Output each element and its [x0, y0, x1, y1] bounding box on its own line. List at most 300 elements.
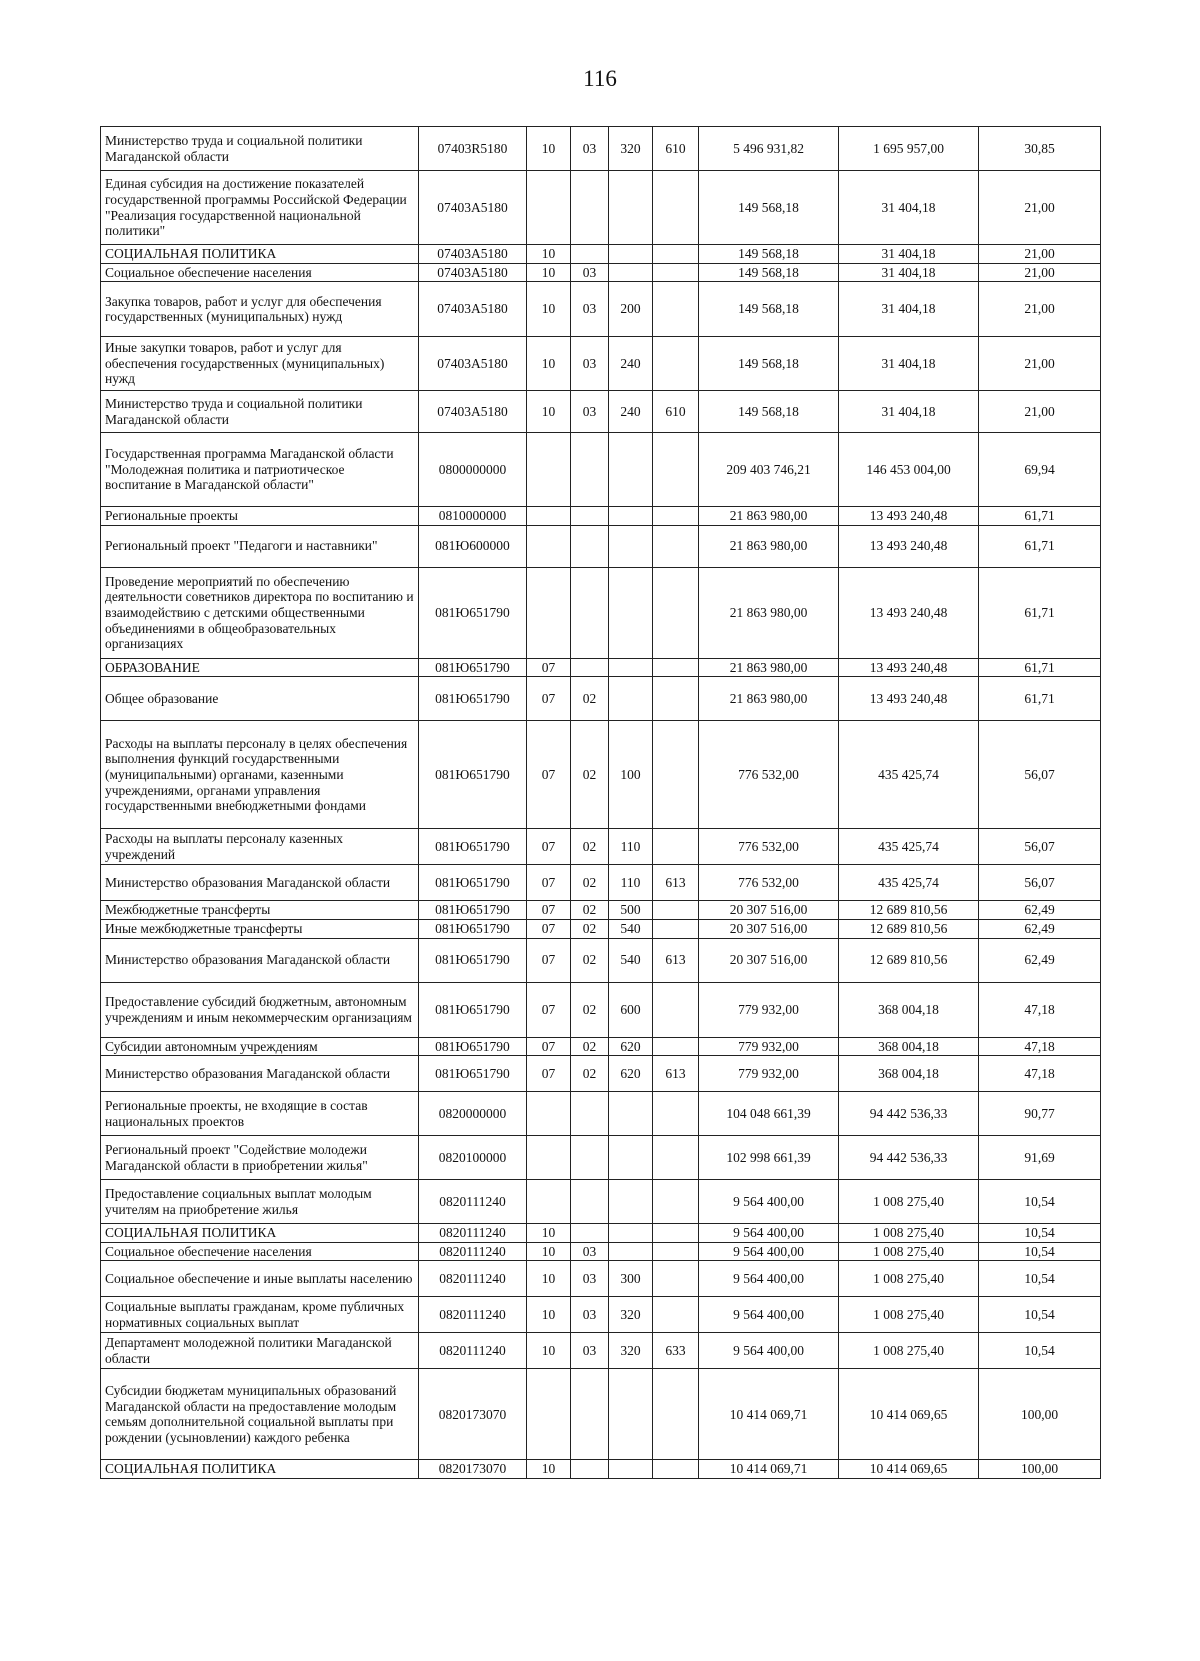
section-cell: 10 — [527, 263, 571, 282]
row-name-cell: Предоставление субсидий бюджетным, автономным учреждениям и иным некоммерческим организациям — [101, 982, 419, 1037]
target-article-cell: 0810000000 — [419, 507, 527, 526]
row-name-cell: Закупка товаров, работ и услуг для обеспечения государственных (муниципальных) нужд — [101, 282, 419, 337]
expense-type-cell: 620 — [609, 1056, 653, 1092]
executed-amount-cell: 1 008 275,40 — [839, 1180, 979, 1224]
section-cell: 10 — [527, 337, 571, 391]
main-manager-cell — [653, 1136, 699, 1180]
subsection-cell: 02 — [571, 901, 609, 920]
execution-percent-cell: 47,18 — [979, 1056, 1101, 1092]
execution-percent-cell: 100,00 — [979, 1460, 1101, 1479]
target-article-cell: 0820111240 — [419, 1242, 527, 1261]
expense-type-cell — [609, 1136, 653, 1180]
table-row — [101, 1369, 1101, 1460]
execution-percent-cell: 62,49 — [979, 938, 1101, 982]
target-article-cell: 081Ю651790 — [419, 829, 527, 865]
target-article-cell: 07403А5180 — [419, 171, 527, 245]
subsection-cell: 02 — [571, 721, 609, 829]
row-name-cell: Предоставление социальных выплат молодым учителям на приобретение жилья — [101, 1180, 419, 1224]
planned-amount-cell: 149 568,18 — [699, 245, 839, 264]
table-row — [101, 1333, 1101, 1369]
row-name-cell: СОЦИАЛЬНАЯ ПОЛИТИКА — [101, 1224, 419, 1243]
executed-amount-cell: 13 493 240,48 — [839, 658, 979, 677]
expense-type-cell — [609, 1092, 653, 1136]
row-name-cell: Субсидии бюджетам муниципальных образований Магаданской области на предоставление молодым семьям дополнительной социальной выплаты при рождении (усыновлении) каждого ребенка — [101, 1369, 419, 1460]
row-name-cell: Государственная программа Магаданской области "Молодежная политика и патриотическое воспитание в Магаданской области" — [101, 433, 419, 507]
subsection-cell: 03 — [571, 337, 609, 391]
target-article-cell: 0800000000 — [419, 433, 527, 507]
executed-amount-cell: 1 695 957,00 — [839, 127, 979, 171]
table-row — [101, 245, 1101, 264]
planned-amount-cell: 9 564 400,00 — [699, 1261, 839, 1297]
table-row — [101, 171, 1101, 245]
target-article-cell: 081Ю651790 — [419, 658, 527, 677]
row-name-cell: Социальное обеспечение населения — [101, 263, 419, 282]
row-name-cell: ОБРАЗОВАНИЕ — [101, 658, 419, 677]
execution-percent-cell: 56,07 — [979, 721, 1101, 829]
planned-amount-cell: 149 568,18 — [699, 263, 839, 282]
execution-percent-cell: 62,49 — [979, 901, 1101, 920]
planned-amount-cell: 21 863 980,00 — [699, 525, 839, 567]
planned-amount-cell: 102 998 661,39 — [699, 1136, 839, 1180]
section-cell: 07 — [527, 721, 571, 829]
table-row — [101, 127, 1101, 171]
main-manager-cell — [653, 1224, 699, 1243]
subsection-cell: 03 — [571, 282, 609, 337]
executed-amount-cell: 435 425,74 — [839, 721, 979, 829]
expense-type-cell: 240 — [609, 337, 653, 391]
target-article-cell: 07403R5180 — [419, 127, 527, 171]
target-article-cell: 0820111240 — [419, 1297, 527, 1333]
section-cell — [527, 525, 571, 567]
planned-amount-cell: 21 863 980,00 — [699, 567, 839, 658]
planned-amount-cell: 149 568,18 — [699, 337, 839, 391]
row-name-cell: Расходы на выплаты персоналу казенных учреждений — [101, 829, 419, 865]
executed-amount-cell: 31 404,18 — [839, 171, 979, 245]
target-article-cell: 081Ю651790 — [419, 677, 527, 721]
section-cell: 07 — [527, 1056, 571, 1092]
subsection-cell — [571, 245, 609, 264]
target-article-cell: 07403А5180 — [419, 263, 527, 282]
table-row — [101, 1092, 1101, 1136]
section-cell: 10 — [527, 245, 571, 264]
expense-type-cell: 110 — [609, 829, 653, 865]
table-row — [101, 721, 1101, 829]
section-cell: 10 — [527, 391, 571, 433]
target-article-cell: 07403А5180 — [419, 282, 527, 337]
subsection-cell: 02 — [571, 938, 609, 982]
main-manager-cell: 613 — [653, 938, 699, 982]
planned-amount-cell: 9 564 400,00 — [699, 1224, 839, 1243]
executed-amount-cell: 31 404,18 — [839, 337, 979, 391]
table-row — [101, 1180, 1101, 1224]
section-cell: 10 — [527, 1297, 571, 1333]
subsection-cell: 02 — [571, 1037, 609, 1056]
execution-percent-cell: 47,18 — [979, 1037, 1101, 1056]
executed-amount-cell: 13 493 240,48 — [839, 525, 979, 567]
section-cell — [527, 1369, 571, 1460]
section-cell — [527, 1136, 571, 1180]
executed-amount-cell: 13 493 240,48 — [839, 567, 979, 658]
table-body — [101, 127, 1101, 1479]
subsection-cell: 03 — [571, 1242, 609, 1261]
executed-amount-cell: 435 425,74 — [839, 865, 979, 901]
subsection-cell — [571, 507, 609, 526]
planned-amount-cell: 10 414 069,71 — [699, 1369, 839, 1460]
planned-amount-cell: 776 532,00 — [699, 865, 839, 901]
expense-type-cell — [609, 1180, 653, 1224]
planned-amount-cell: 776 532,00 — [699, 829, 839, 865]
subsection-cell: 02 — [571, 865, 609, 901]
executed-amount-cell: 1 008 275,40 — [839, 1224, 979, 1243]
main-manager-cell — [653, 677, 699, 721]
execution-percent-cell: 10,54 — [979, 1261, 1101, 1297]
subsection-cell: 03 — [571, 391, 609, 433]
table-row — [101, 1056, 1101, 1092]
main-manager-cell — [653, 282, 699, 337]
target-article-cell: 081Ю651790 — [419, 938, 527, 982]
section-cell — [527, 1180, 571, 1224]
execution-percent-cell: 10,54 — [979, 1297, 1101, 1333]
section-cell: 07 — [527, 658, 571, 677]
planned-amount-cell: 149 568,18 — [699, 391, 839, 433]
execution-percent-cell: 21,00 — [979, 282, 1101, 337]
main-manager-cell — [653, 507, 699, 526]
executed-amount-cell: 1 008 275,40 — [839, 1261, 979, 1297]
section-cell — [527, 433, 571, 507]
execution-percent-cell: 61,71 — [979, 507, 1101, 526]
section-cell: 07 — [527, 1037, 571, 1056]
row-name-cell: Социальное обеспечение населения — [101, 1242, 419, 1261]
execution-percent-cell: 21,00 — [979, 263, 1101, 282]
planned-amount-cell: 21 863 980,00 — [699, 507, 839, 526]
executed-amount-cell: 368 004,18 — [839, 1056, 979, 1092]
target-article-cell: 0820111240 — [419, 1224, 527, 1243]
subsection-cell: 03 — [571, 1297, 609, 1333]
target-article-cell: 081Ю651790 — [419, 919, 527, 938]
executed-amount-cell: 31 404,18 — [839, 263, 979, 282]
target-article-cell: 0820173070 — [419, 1460, 527, 1479]
section-cell: 07 — [527, 677, 571, 721]
target-article-cell: 081Ю651790 — [419, 1056, 527, 1092]
target-article-cell: 07403А5180 — [419, 391, 527, 433]
table-row — [101, 263, 1101, 282]
executed-amount-cell: 368 004,18 — [839, 1037, 979, 1056]
table-row — [101, 919, 1101, 938]
execution-percent-cell: 61,71 — [979, 567, 1101, 658]
main-manager-cell — [653, 171, 699, 245]
main-manager-cell — [653, 658, 699, 677]
main-manager-cell — [653, 1297, 699, 1333]
table-row — [101, 829, 1101, 865]
page-number: 116 — [583, 66, 617, 91]
planned-amount-cell: 21 863 980,00 — [699, 658, 839, 677]
execution-percent-cell: 10,54 — [979, 1333, 1101, 1369]
target-article-cell: 07403А5180 — [419, 245, 527, 264]
row-name-cell: Расходы на выплаты персоналу в целях обеспечения выполнения функций государственными (муниципальными) органами, казенными учреждениями, органами управления государственными внебюджетными фондами — [101, 721, 419, 829]
table-row — [101, 658, 1101, 677]
subsection-cell: 02 — [571, 829, 609, 865]
table-row — [101, 567, 1101, 658]
execution-percent-cell: 10,54 — [979, 1242, 1101, 1261]
target-article-cell: 0820100000 — [419, 1136, 527, 1180]
row-name-cell: Единая субсидия на достижение показателей государственной программы Российской Федерации "Реализация государственной национальной политики" — [101, 171, 419, 245]
planned-amount-cell: 9 564 400,00 — [699, 1180, 839, 1224]
planned-amount-cell: 9 564 400,00 — [699, 1297, 839, 1333]
section-cell: 07 — [527, 919, 571, 938]
expense-type-cell: 540 — [609, 919, 653, 938]
executed-amount-cell: 94 442 536,33 — [839, 1092, 979, 1136]
table-row — [101, 507, 1101, 526]
row-name-cell: Региональные проекты — [101, 507, 419, 526]
subsection-cell: 02 — [571, 677, 609, 721]
table-row — [101, 282, 1101, 337]
expense-type-cell — [609, 567, 653, 658]
execution-percent-cell: 10,54 — [979, 1224, 1101, 1243]
row-name-cell: Министерство труда и социальной политики Магаданской области — [101, 127, 419, 171]
row-name-cell: Региональный проект "Педагоги и наставники" — [101, 525, 419, 567]
expense-type-cell: 110 — [609, 865, 653, 901]
expense-type-cell — [609, 677, 653, 721]
executed-amount-cell: 10 414 069,65 — [839, 1369, 979, 1460]
planned-amount-cell: 9 564 400,00 — [699, 1242, 839, 1261]
expense-type-cell: 240 — [609, 391, 653, 433]
section-cell: 10 — [527, 1242, 571, 1261]
execution-percent-cell: 100,00 — [979, 1369, 1101, 1460]
executed-amount-cell: 1 008 275,40 — [839, 1242, 979, 1261]
row-name-cell: Социальное обеспечение и иные выплаты населению — [101, 1261, 419, 1297]
executed-amount-cell: 368 004,18 — [839, 982, 979, 1037]
expense-type-cell — [609, 525, 653, 567]
expense-type-cell: 100 — [609, 721, 653, 829]
expense-type-cell: 320 — [609, 127, 653, 171]
expense-type-cell: 540 — [609, 938, 653, 982]
row-name-cell: Межбюджетные трансферты — [101, 901, 419, 920]
table-row — [101, 1297, 1101, 1333]
expense-type-cell — [609, 1224, 653, 1243]
execution-percent-cell: 62,49 — [979, 919, 1101, 938]
row-name-cell: Проведение мероприятий по обеспечению деятельности советников директора по воспитанию и взаимодействию с детскими общественными объединениями в общеобразовательных организациях — [101, 567, 419, 658]
execution-percent-cell: 30,85 — [979, 127, 1101, 171]
row-name-cell: Региональные проекты, не входящие в состав национальных проектов — [101, 1092, 419, 1136]
expense-type-cell: 600 — [609, 982, 653, 1037]
section-cell: 07 — [527, 982, 571, 1037]
subsection-cell — [571, 567, 609, 658]
main-manager-cell: 613 — [653, 1056, 699, 1092]
expense-type-cell — [609, 507, 653, 526]
main-manager-cell — [653, 982, 699, 1037]
expense-type-cell — [609, 1242, 653, 1261]
executed-amount-cell: 31 404,18 — [839, 245, 979, 264]
subsection-cell: 03 — [571, 263, 609, 282]
target-article-cell: 081Ю651790 — [419, 901, 527, 920]
main-manager-cell: 610 — [653, 391, 699, 433]
main-manager-cell — [653, 245, 699, 264]
expense-type-cell: 500 — [609, 901, 653, 920]
executed-amount-cell: 10 414 069,65 — [839, 1460, 979, 1479]
row-name-cell: Министерство образования Магаданской области — [101, 938, 419, 982]
section-cell — [527, 507, 571, 526]
target-article-cell: 0820111240 — [419, 1333, 527, 1369]
target-article-cell: 081Ю651790 — [419, 567, 527, 658]
expense-type-cell — [609, 433, 653, 507]
section-cell: 10 — [527, 1460, 571, 1479]
main-manager-cell — [653, 1092, 699, 1136]
main-manager-cell — [653, 901, 699, 920]
section-cell — [527, 171, 571, 245]
executed-amount-cell: 146 453 004,00 — [839, 433, 979, 507]
executed-amount-cell: 31 404,18 — [839, 282, 979, 337]
subsection-cell — [571, 1460, 609, 1479]
table-row — [101, 1037, 1101, 1056]
table-row — [101, 901, 1101, 920]
executed-amount-cell: 1 008 275,40 — [839, 1297, 979, 1333]
executed-amount-cell: 12 689 810,56 — [839, 901, 979, 920]
execution-percent-cell: 69,94 — [979, 433, 1101, 507]
subsection-cell — [571, 1136, 609, 1180]
main-manager-cell — [653, 525, 699, 567]
section-cell: 07 — [527, 829, 571, 865]
section-cell: 10 — [527, 1261, 571, 1297]
row-name-cell: Департамент молодежной политики Магаданской области — [101, 1333, 419, 1369]
main-manager-cell — [653, 1369, 699, 1460]
planned-amount-cell: 21 863 980,00 — [699, 677, 839, 721]
executed-amount-cell: 13 493 240,48 — [839, 507, 979, 526]
table-row — [101, 677, 1101, 721]
target-article-cell: 081Ю600000 — [419, 525, 527, 567]
section-cell: 10 — [527, 282, 571, 337]
expense-type-cell: 320 — [609, 1333, 653, 1369]
main-manager-cell: 610 — [653, 127, 699, 171]
expense-type-cell — [609, 658, 653, 677]
main-manager-cell — [653, 567, 699, 658]
expense-type-cell — [609, 171, 653, 245]
row-name-cell: СОЦИАЛЬНАЯ ПОЛИТИКА — [101, 245, 419, 264]
table-row — [101, 1261, 1101, 1297]
subsection-cell: 03 — [571, 1333, 609, 1369]
target-article-cell: 0820000000 — [419, 1092, 527, 1136]
section-cell: 10 — [527, 1333, 571, 1369]
planned-amount-cell: 10 414 069,71 — [699, 1460, 839, 1479]
main-manager-cell — [653, 919, 699, 938]
execution-percent-cell: 91,69 — [979, 1136, 1101, 1180]
table-row — [101, 982, 1101, 1037]
execution-percent-cell: 61,71 — [979, 677, 1101, 721]
main-manager-cell — [653, 263, 699, 282]
table-row — [101, 1136, 1101, 1180]
row-name-cell: Иные межбюджетные трансферты — [101, 919, 419, 938]
execution-percent-cell: 47,18 — [979, 982, 1101, 1037]
target-article-cell: 081Ю651790 — [419, 982, 527, 1037]
target-article-cell: 081Ю651790 — [419, 1037, 527, 1056]
subsection-cell — [571, 433, 609, 507]
main-manager-cell — [653, 1261, 699, 1297]
subsection-cell — [571, 1369, 609, 1460]
expense-type-cell: 620 — [609, 1037, 653, 1056]
section-cell: 10 — [527, 127, 571, 171]
target-article-cell: 0820111240 — [419, 1261, 527, 1297]
table-row — [101, 865, 1101, 901]
expense-type-cell: 320 — [609, 1297, 653, 1333]
planned-amount-cell: 779 932,00 — [699, 1056, 839, 1092]
subsection-cell — [571, 658, 609, 677]
row-name-cell: Иные закупки товаров, работ и услуг для обеспечения государственных (муниципальных) нужд — [101, 337, 419, 391]
subsection-cell: 03 — [571, 127, 609, 171]
executed-amount-cell: 435 425,74 — [839, 829, 979, 865]
subsection-cell: 02 — [571, 982, 609, 1037]
row-name-cell: Субсидии автономным учреждениям — [101, 1037, 419, 1056]
budget-table — [100, 126, 1101, 1479]
section-cell: 07 — [527, 938, 571, 982]
main-manager-cell: 633 — [653, 1333, 699, 1369]
target-article-cell: 07403А5180 — [419, 337, 527, 391]
target-article-cell: 0820111240 — [419, 1180, 527, 1224]
row-name-cell: Министерство образования Магаданской области — [101, 865, 419, 901]
subsection-cell: 02 — [571, 919, 609, 938]
executed-amount-cell: 12 689 810,56 — [839, 919, 979, 938]
row-name-cell: Общее образование — [101, 677, 419, 721]
main-manager-cell — [653, 1037, 699, 1056]
main-manager-cell — [653, 721, 699, 829]
planned-amount-cell: 20 307 516,00 — [699, 938, 839, 982]
planned-amount-cell: 149 568,18 — [699, 282, 839, 337]
planned-amount-cell: 779 932,00 — [699, 1037, 839, 1056]
execution-percent-cell: 56,07 — [979, 865, 1101, 901]
execution-percent-cell: 10,54 — [979, 1180, 1101, 1224]
planned-amount-cell: 149 568,18 — [699, 171, 839, 245]
row-name-cell: Министерство образования Магаданской области — [101, 1056, 419, 1092]
section-cell — [527, 1092, 571, 1136]
section-cell: 07 — [527, 901, 571, 920]
executed-amount-cell: 13 493 240,48 — [839, 677, 979, 721]
row-name-cell: Министерство труда и социальной политики Магаданской области — [101, 391, 419, 433]
table-row — [101, 391, 1101, 433]
planned-amount-cell: 20 307 516,00 — [699, 901, 839, 920]
expense-type-cell: 200 — [609, 282, 653, 337]
table-row — [101, 525, 1101, 567]
table-row — [101, 433, 1101, 507]
planned-amount-cell: 209 403 746,21 — [699, 433, 839, 507]
planned-amount-cell: 776 532,00 — [699, 721, 839, 829]
executed-amount-cell: 94 442 536,33 — [839, 1136, 979, 1180]
execution-percent-cell: 61,71 — [979, 658, 1101, 677]
main-manager-cell — [653, 1180, 699, 1224]
expense-type-cell — [609, 263, 653, 282]
subsection-cell — [571, 1092, 609, 1136]
planned-amount-cell: 5 496 931,82 — [699, 127, 839, 171]
target-article-cell: 081Ю651790 — [419, 721, 527, 829]
execution-percent-cell: 61,71 — [979, 525, 1101, 567]
subsection-cell — [571, 1224, 609, 1243]
row-name-cell: СОЦИАЛЬНАЯ ПОЛИТИКА — [101, 1460, 419, 1479]
main-manager-cell — [653, 1460, 699, 1479]
row-name-cell: Региональный проект "Содействие молодежи Магаданской области в приобретении жилья" — [101, 1136, 419, 1180]
expense-type-cell — [609, 1369, 653, 1460]
section-cell: 07 — [527, 865, 571, 901]
executed-amount-cell: 31 404,18 — [839, 391, 979, 433]
table-row — [101, 1242, 1101, 1261]
execution-percent-cell: 56,07 — [979, 829, 1101, 865]
planned-amount-cell: 779 932,00 — [699, 982, 839, 1037]
main-manager-cell: 613 — [653, 865, 699, 901]
executed-amount-cell: 1 008 275,40 — [839, 1333, 979, 1369]
planned-amount-cell: 104 048 661,39 — [699, 1092, 839, 1136]
subsection-cell: 02 — [571, 1056, 609, 1092]
main-manager-cell — [653, 337, 699, 391]
table-row — [101, 1460, 1101, 1479]
table-row — [101, 337, 1101, 391]
subsection-cell — [571, 1180, 609, 1224]
table-row — [101, 1224, 1101, 1243]
